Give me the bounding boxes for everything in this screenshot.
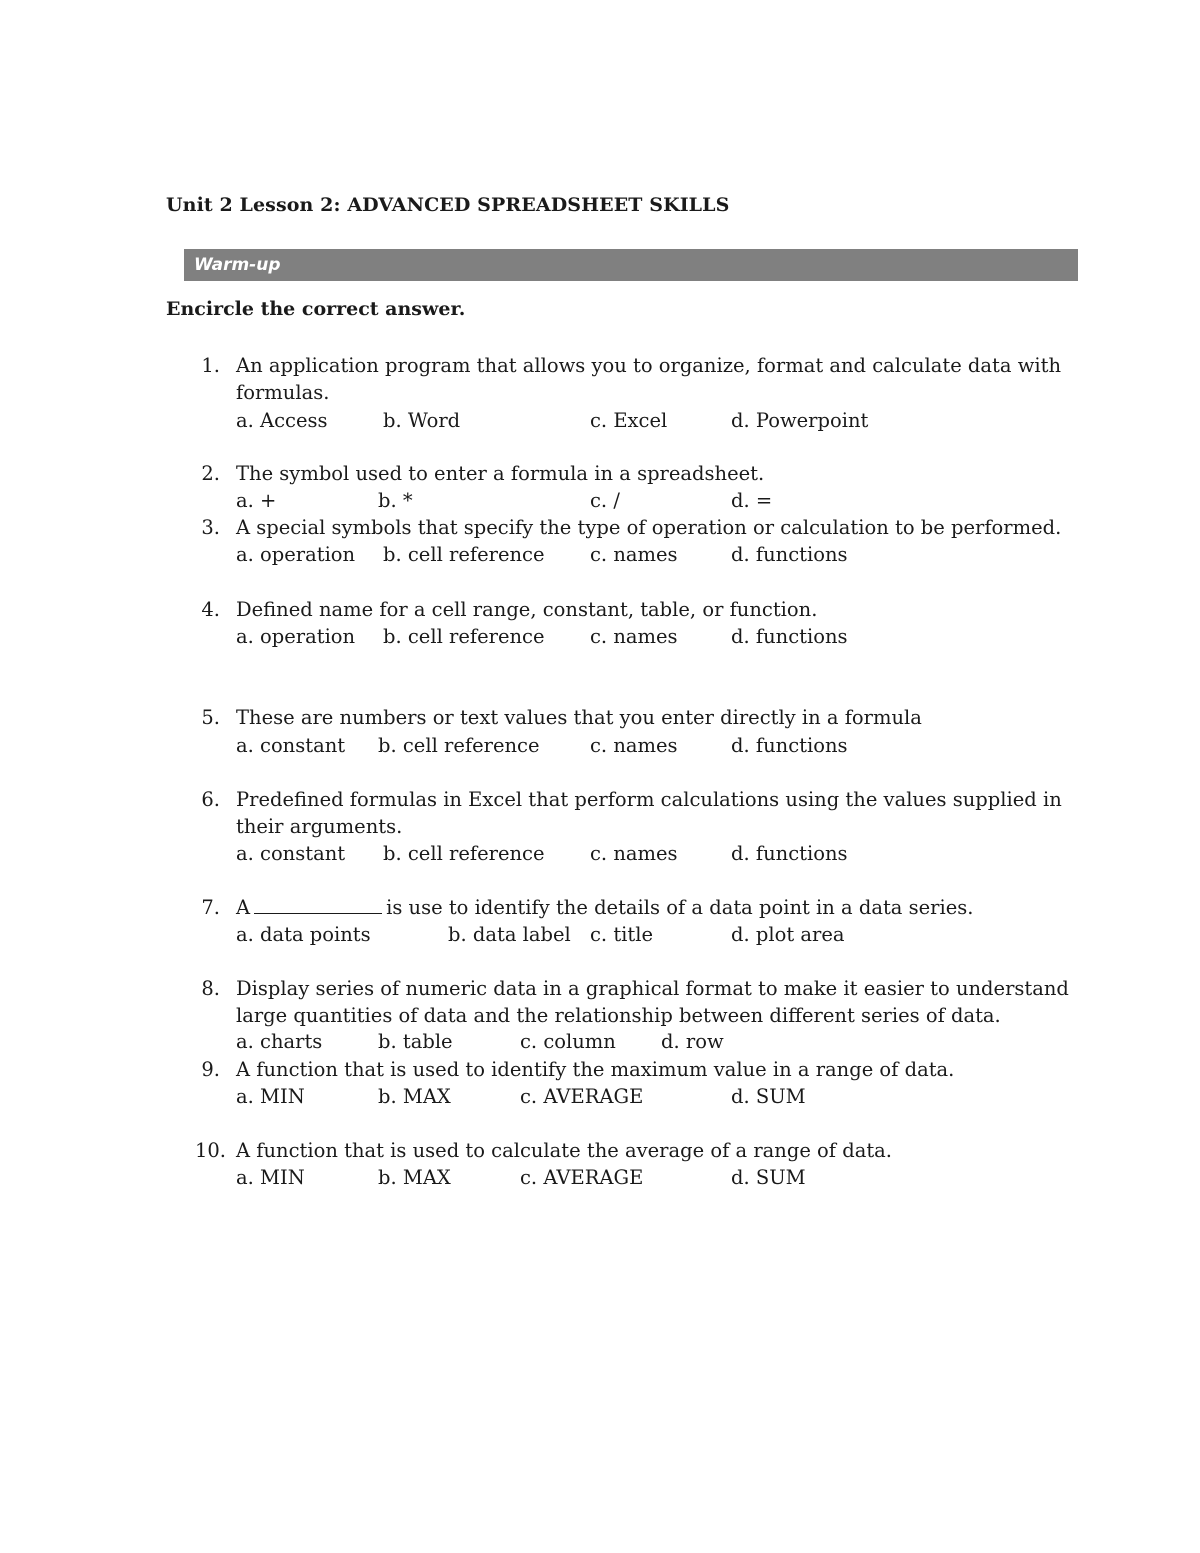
choice-b[interactable]: b. * xyxy=(378,489,413,512)
choice-a[interactable]: a. MIN xyxy=(236,1085,305,1108)
question-number: 3. xyxy=(201,516,220,539)
choice-a[interactable]: a. Access xyxy=(236,409,328,432)
choice-c[interactable]: c. Excel xyxy=(590,409,668,432)
choice-d[interactable]: d. functions xyxy=(731,543,848,566)
question-text-line xyxy=(236,894,973,921)
choice-c[interactable]: c. names xyxy=(590,625,678,648)
choice-c[interactable]: c. AVERAGE xyxy=(520,1166,644,1189)
choice-d[interactable]: d. Powerpoint xyxy=(731,409,869,432)
choice-b[interactable]: b. data label xyxy=(448,923,571,946)
choice-c[interactable]: c. names xyxy=(590,734,678,757)
question-text-line: large quantities of data and the relationship between different series of data. xyxy=(236,1004,1001,1027)
choice-d[interactable]: d. = xyxy=(731,489,773,512)
choice-b[interactable]: b. Word xyxy=(383,409,461,432)
question-text-line: These are numbers or text values that you enter directly in a formula xyxy=(236,706,922,729)
question-text-line: A function that is used to identify the maximum value in a range of data. xyxy=(236,1058,955,1081)
fill-in-blank xyxy=(254,895,382,914)
question-text-line: The symbol used to enter a formula in a spreadsheet. xyxy=(236,462,765,485)
choice-c[interactable]: c. AVERAGE xyxy=(520,1085,644,1108)
question-number: 4. xyxy=(201,598,220,621)
choice-a[interactable]: a. charts xyxy=(236,1030,323,1053)
instructions: Encircle the correct answer. xyxy=(166,298,466,320)
choice-d[interactable]: d. SUM xyxy=(731,1085,806,1108)
question-number: 9. xyxy=(201,1058,220,1081)
choice-b[interactable]: b. cell reference xyxy=(383,625,545,648)
question-text-before-blank: A xyxy=(236,896,251,919)
choice-c[interactable]: c. names xyxy=(590,543,678,566)
question-text-line: their arguments. xyxy=(236,815,403,838)
choice-c[interactable]: c. title xyxy=(590,923,654,946)
question-number: 2. xyxy=(201,462,220,485)
choice-c[interactable]: c. / xyxy=(590,489,620,512)
question-text-line: Predefined formulas in Excel that perform calculations using the values supplied in xyxy=(236,788,1062,811)
choice-a[interactable]: a. data points xyxy=(236,923,371,946)
question-text-line: formulas. xyxy=(236,381,330,404)
question-text-line: A special symbols that specify the type of operation or calculation to be performed. xyxy=(236,516,1062,539)
choice-d[interactable]: d. SUM xyxy=(731,1166,806,1189)
choice-d[interactable]: d. functions xyxy=(731,842,848,865)
question-number: 1. xyxy=(201,354,220,377)
choice-a[interactable]: a. operation xyxy=(236,625,356,648)
question-number: 6. xyxy=(201,788,220,811)
choice-a[interactable]: a. constant xyxy=(236,842,346,865)
question-number: 10. xyxy=(194,1139,226,1162)
choice-b[interactable]: b. cell reference xyxy=(383,543,545,566)
choice-a[interactable]: a. operation xyxy=(236,543,356,566)
choice-d[interactable]: d. functions xyxy=(731,625,848,648)
choice-a[interactable]: a. + xyxy=(236,489,277,512)
question-number: 7. xyxy=(201,896,220,919)
choice-b[interactable]: b. MAX xyxy=(378,1166,451,1189)
choice-a[interactable]: a. MIN xyxy=(236,1166,305,1189)
question-text-line: Defined name for a cell range, constant, table, or function. xyxy=(236,598,818,621)
question-text-line: Display series of numeric data in a graphical format to make it easier to understand xyxy=(236,977,1069,1000)
choice-b[interactable]: b. cell reference xyxy=(383,842,545,865)
question-number: 5. xyxy=(201,706,220,729)
choice-a[interactable]: a. constant xyxy=(236,734,346,757)
choice-c[interactable]: c. column xyxy=(520,1030,616,1053)
choice-d[interactable]: d. plot area xyxy=(731,923,845,946)
choice-b[interactable]: b. table xyxy=(378,1030,453,1053)
section-header-bar xyxy=(184,249,1078,281)
choice-d[interactable]: d. functions xyxy=(731,734,848,757)
question-number: 8. xyxy=(201,977,220,1000)
choice-b[interactable]: b. MAX xyxy=(378,1085,451,1108)
section-header-label: Warm-up xyxy=(194,255,281,275)
choice-d[interactable]: d. row xyxy=(661,1030,724,1053)
question-text-line: A function that is used to calculate the average of a range of data. xyxy=(236,1139,892,1162)
choice-c[interactable]: c. names xyxy=(590,842,678,865)
question-text-after-blank: is use to identify the details of a data point in a data series. xyxy=(386,896,974,919)
choice-b[interactable]: b. cell reference xyxy=(378,734,540,757)
page-title: Unit 2 Lesson 2: ADVANCED SPREADSHEET SKILLS xyxy=(166,194,730,216)
question-text-line: An application program that allows you to organize, format and calculate data with xyxy=(236,354,1062,377)
